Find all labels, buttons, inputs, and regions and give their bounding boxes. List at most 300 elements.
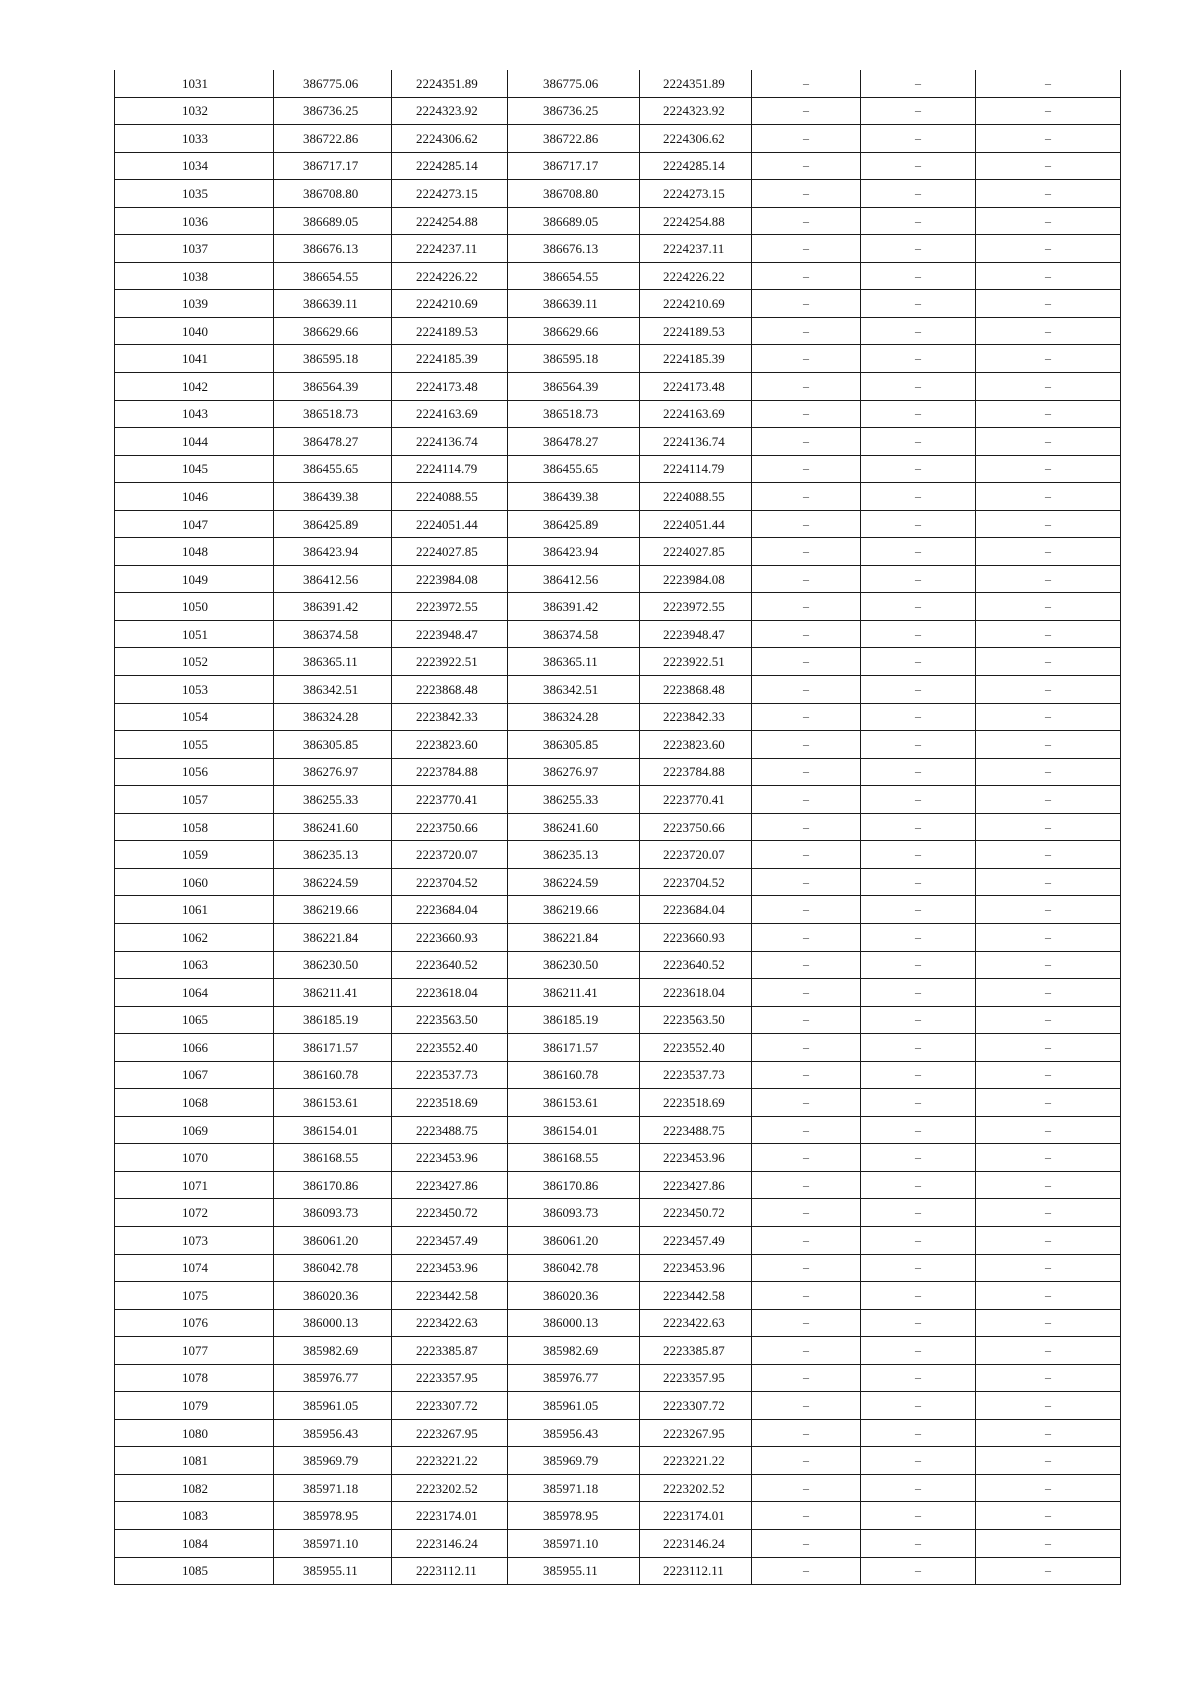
point-id-cell: 1084 <box>115 1529 274 1557</box>
x-coordinate-cell: 385971.10 <box>274 1529 392 1557</box>
empty-value-cell: – <box>752 896 861 924</box>
empty-value-cell: – <box>752 400 861 428</box>
empty-value-cell: – <box>976 1089 1121 1117</box>
x-coordinate-repeat-cell: 386093.73 <box>508 1199 640 1227</box>
point-id-cell: 1076 <box>115 1309 274 1337</box>
x-coordinate-cell: 386365.11 <box>274 648 392 676</box>
x-coordinate-cell: 386478.27 <box>274 428 392 456</box>
table-row <box>115 676 1121 704</box>
point-id-cell: 1037 <box>115 235 274 263</box>
x-coordinate-repeat-cell: 386221.84 <box>508 923 640 951</box>
y-coordinate-repeat-cell: 2223972.55 <box>640 593 752 621</box>
x-coordinate-repeat-cell: 386153.61 <box>508 1089 640 1117</box>
empty-value-cell: – <box>976 731 1121 759</box>
empty-value-cell: – <box>976 703 1121 731</box>
y-coordinate-cell: 2224027.85 <box>392 538 508 566</box>
point-id-cell: 1053 <box>115 676 274 704</box>
empty-value-cell: – <box>752 620 861 648</box>
point-id-cell: 1043 <box>115 400 274 428</box>
y-coordinate-repeat-cell: 2223984.08 <box>640 565 752 593</box>
x-coordinate-repeat-cell: 386639.11 <box>508 290 640 318</box>
empty-value-cell: – <box>861 1529 976 1557</box>
y-coordinate-repeat-cell: 2224351.89 <box>640 70 752 97</box>
y-coordinate-repeat-cell: 2224136.74 <box>640 428 752 456</box>
y-coordinate-repeat-cell: 2224285.14 <box>640 152 752 180</box>
empty-value-cell: – <box>976 1034 1121 1062</box>
x-coordinate-cell: 386342.51 <box>274 676 392 704</box>
table-row <box>115 1144 1121 1172</box>
y-coordinate-cell: 2224051.44 <box>392 510 508 538</box>
empty-value-cell: – <box>752 1254 861 1282</box>
point-id-cell: 1080 <box>115 1419 274 1447</box>
point-id-cell: 1066 <box>115 1034 274 1062</box>
y-coordinate-cell: 2223972.55 <box>392 593 508 621</box>
table-row <box>115 1089 1121 1117</box>
table-row <box>115 1529 1121 1557</box>
x-coordinate-cell: 386276.97 <box>274 758 392 786</box>
empty-value-cell: – <box>976 1199 1121 1227</box>
empty-value-cell: – <box>861 152 976 180</box>
x-coordinate-repeat-cell: 386689.05 <box>508 207 640 235</box>
x-coordinate-cell: 386775.06 <box>274 70 392 97</box>
y-coordinate-repeat-cell: 2223720.07 <box>640 841 752 869</box>
x-coordinate-cell: 386423.94 <box>274 538 392 566</box>
table-row <box>115 731 1121 759</box>
y-coordinate-cell: 2224306.62 <box>392 125 508 153</box>
empty-value-cell: – <box>976 538 1121 566</box>
x-coordinate-cell: 386020.36 <box>274 1282 392 1310</box>
x-coordinate-cell: 386000.13 <box>274 1309 392 1337</box>
y-coordinate-cell: 2224210.69 <box>392 290 508 318</box>
x-coordinate-cell: 386224.59 <box>274 868 392 896</box>
empty-value-cell: – <box>861 510 976 538</box>
empty-value-cell: – <box>861 262 976 290</box>
empty-value-cell: – <box>752 1337 861 1365</box>
empty-value-cell: – <box>752 1447 861 1475</box>
table-row <box>115 428 1121 456</box>
empty-value-cell: – <box>752 648 861 676</box>
x-coordinate-cell: 386185.19 <box>274 1006 392 1034</box>
empty-value-cell: – <box>861 813 976 841</box>
empty-value-cell: – <box>752 758 861 786</box>
x-coordinate-repeat-cell: 386235.13 <box>508 841 640 869</box>
empty-value-cell: – <box>976 1529 1121 1557</box>
y-coordinate-repeat-cell: 2224088.55 <box>640 483 752 511</box>
y-coordinate-repeat-cell: 2224273.15 <box>640 180 752 208</box>
point-id-cell: 1085 <box>115 1557 274 1585</box>
point-id-cell: 1062 <box>115 923 274 951</box>
empty-value-cell: – <box>752 1282 861 1310</box>
empty-value-cell: – <box>861 235 976 263</box>
point-id-cell: 1083 <box>115 1502 274 1530</box>
empty-value-cell: – <box>752 565 861 593</box>
empty-value-cell: – <box>861 703 976 731</box>
empty-value-cell: – <box>752 180 861 208</box>
point-id-cell: 1036 <box>115 207 274 235</box>
empty-value-cell: – <box>861 373 976 401</box>
y-coordinate-repeat-cell: 2223640.52 <box>640 951 752 979</box>
x-coordinate-repeat-cell: 386324.28 <box>508 703 640 731</box>
point-id-cell: 1057 <box>115 786 274 814</box>
empty-value-cell: – <box>976 428 1121 456</box>
empty-value-cell: – <box>976 1419 1121 1447</box>
empty-value-cell: – <box>976 207 1121 235</box>
empty-value-cell: – <box>861 1006 976 1034</box>
x-coordinate-cell: 386255.33 <box>274 786 392 814</box>
empty-value-cell: – <box>752 1144 861 1172</box>
empty-value-cell: – <box>861 1447 976 1475</box>
y-coordinate-cell: 2223984.08 <box>392 565 508 593</box>
point-id-cell: 1056 <box>115 758 274 786</box>
empty-value-cell: – <box>861 125 976 153</box>
point-id-cell: 1047 <box>115 510 274 538</box>
x-coordinate-cell: 386374.58 <box>274 620 392 648</box>
empty-value-cell: – <box>861 1474 976 1502</box>
y-coordinate-cell: 2224114.79 <box>392 455 508 483</box>
table-row <box>115 565 1121 593</box>
point-id-cell: 1031 <box>115 70 274 97</box>
empty-value-cell: – <box>861 1226 976 1254</box>
empty-value-cell: – <box>861 868 976 896</box>
y-coordinate-repeat-cell: 2223357.95 <box>640 1364 752 1392</box>
empty-value-cell: – <box>752 1116 861 1144</box>
empty-value-cell: – <box>976 648 1121 676</box>
point-id-cell: 1051 <box>115 620 274 648</box>
empty-value-cell: – <box>861 1171 976 1199</box>
table-row <box>115 180 1121 208</box>
table-row <box>115 1171 1121 1199</box>
x-coordinate-cell: 386717.17 <box>274 152 392 180</box>
table-row <box>115 1392 1121 1420</box>
table-row <box>115 841 1121 869</box>
table-row <box>115 1474 1121 1502</box>
empty-value-cell: – <box>976 841 1121 869</box>
y-coordinate-repeat-cell: 2224226.22 <box>640 262 752 290</box>
y-coordinate-cell: 2223684.04 <box>392 896 508 924</box>
empty-value-cell: – <box>861 207 976 235</box>
x-coordinate-cell: 386305.85 <box>274 731 392 759</box>
y-coordinate-repeat-cell: 2224237.11 <box>640 235 752 263</box>
table-row <box>115 703 1121 731</box>
y-coordinate-repeat-cell: 2223457.49 <box>640 1226 752 1254</box>
y-coordinate-cell: 2223174.01 <box>392 1502 508 1530</box>
empty-value-cell: – <box>752 1364 861 1392</box>
x-coordinate-repeat-cell: 385971.18 <box>508 1474 640 1502</box>
y-coordinate-repeat-cell: 2223948.47 <box>640 620 752 648</box>
point-id-cell: 1074 <box>115 1254 274 1282</box>
x-coordinate-repeat-cell: 386654.55 <box>508 262 640 290</box>
table-row <box>115 1034 1121 1062</box>
y-coordinate-cell: 2224254.88 <box>392 207 508 235</box>
table-row <box>115 1116 1121 1144</box>
empty-value-cell: – <box>976 676 1121 704</box>
empty-value-cell: – <box>976 1006 1121 1034</box>
x-coordinate-cell: 386221.84 <box>274 923 392 951</box>
point-id-cell: 1033 <box>115 125 274 153</box>
point-id-cell: 1069 <box>115 1116 274 1144</box>
point-id-cell: 1078 <box>115 1364 274 1392</box>
empty-value-cell: – <box>976 97 1121 125</box>
y-coordinate-repeat-cell: 2223660.93 <box>640 923 752 951</box>
y-coordinate-cell: 2223720.07 <box>392 841 508 869</box>
empty-value-cell: – <box>861 1144 976 1172</box>
x-coordinate-cell: 386722.86 <box>274 125 392 153</box>
y-coordinate-repeat-cell: 2224027.85 <box>640 538 752 566</box>
x-coordinate-repeat-cell: 386775.06 <box>508 70 640 97</box>
empty-value-cell: – <box>861 593 976 621</box>
y-coordinate-cell: 2223948.47 <box>392 620 508 648</box>
x-coordinate-repeat-cell: 386042.78 <box>508 1254 640 1282</box>
empty-value-cell: – <box>861 1337 976 1365</box>
y-coordinate-repeat-cell: 2223442.58 <box>640 1282 752 1310</box>
x-coordinate-cell: 386241.60 <box>274 813 392 841</box>
empty-value-cell: – <box>752 510 861 538</box>
y-coordinate-cell: 2223640.52 <box>392 951 508 979</box>
table-row <box>115 1557 1121 1585</box>
empty-value-cell: – <box>976 1557 1121 1585</box>
x-coordinate-cell: 386564.39 <box>274 373 392 401</box>
empty-value-cell: – <box>976 868 1121 896</box>
table-row <box>115 70 1121 97</box>
x-coordinate-cell: 386211.41 <box>274 979 392 1007</box>
y-coordinate-repeat-cell: 2223868.48 <box>640 676 752 704</box>
x-coordinate-cell: 386153.61 <box>274 1089 392 1117</box>
coordinate-table <box>114 70 1121 1585</box>
x-coordinate-repeat-cell: 386211.41 <box>508 979 640 1007</box>
empty-value-cell: – <box>976 1226 1121 1254</box>
empty-value-cell: – <box>976 1337 1121 1365</box>
empty-value-cell: – <box>752 373 861 401</box>
empty-value-cell: – <box>861 979 976 1007</box>
point-id-cell: 1059 <box>115 841 274 869</box>
y-coordinate-repeat-cell: 2223307.72 <box>640 1392 752 1420</box>
y-coordinate-cell: 2223146.24 <box>392 1529 508 1557</box>
y-coordinate-repeat-cell: 2223202.52 <box>640 1474 752 1502</box>
point-id-cell: 1072 <box>115 1199 274 1227</box>
y-coordinate-cell: 2224088.55 <box>392 483 508 511</box>
table-row <box>115 951 1121 979</box>
y-coordinate-repeat-cell: 2224163.69 <box>640 400 752 428</box>
y-coordinate-cell: 2223442.58 <box>392 1282 508 1310</box>
x-coordinate-repeat-cell: 386708.80 <box>508 180 640 208</box>
table-row <box>115 455 1121 483</box>
empty-value-cell: – <box>752 262 861 290</box>
empty-value-cell: – <box>861 1502 976 1530</box>
y-coordinate-cell: 2223842.33 <box>392 703 508 731</box>
y-coordinate-cell: 2223868.48 <box>392 676 508 704</box>
x-coordinate-cell: 386629.66 <box>274 317 392 345</box>
x-coordinate-cell: 385978.95 <box>274 1502 392 1530</box>
empty-value-cell: – <box>752 1061 861 1089</box>
empty-value-cell: – <box>976 923 1121 951</box>
empty-value-cell: – <box>861 290 976 318</box>
x-coordinate-cell: 386042.78 <box>274 1254 392 1282</box>
empty-value-cell: – <box>976 262 1121 290</box>
x-coordinate-repeat-cell: 385969.79 <box>508 1447 640 1475</box>
x-coordinate-repeat-cell: 385976.77 <box>508 1364 640 1392</box>
x-coordinate-repeat-cell: 386224.59 <box>508 868 640 896</box>
x-coordinate-repeat-cell: 386241.60 <box>508 813 640 841</box>
y-coordinate-repeat-cell: 2223684.04 <box>640 896 752 924</box>
x-coordinate-cell: 386595.18 <box>274 345 392 373</box>
empty-value-cell: – <box>976 1309 1121 1337</box>
table-row <box>115 125 1121 153</box>
y-coordinate-cell: 2223784.88 <box>392 758 508 786</box>
point-id-cell: 1044 <box>115 428 274 456</box>
empty-value-cell: – <box>752 345 861 373</box>
table-row <box>115 400 1121 428</box>
x-coordinate-cell: 385971.18 <box>274 1474 392 1502</box>
y-coordinate-cell: 2224226.22 <box>392 262 508 290</box>
x-coordinate-cell: 386168.55 <box>274 1144 392 1172</box>
point-id-cell: 1048 <box>115 538 274 566</box>
empty-value-cell: – <box>752 1529 861 1557</box>
x-coordinate-repeat-cell: 386412.56 <box>508 565 640 593</box>
x-coordinate-repeat-cell: 386061.20 <box>508 1226 640 1254</box>
empty-value-cell: – <box>861 841 976 869</box>
empty-value-cell: – <box>752 676 861 704</box>
table-row <box>115 538 1121 566</box>
empty-value-cell: – <box>976 593 1121 621</box>
y-coordinate-cell: 2223618.04 <box>392 979 508 1007</box>
table-row <box>115 758 1121 786</box>
empty-value-cell: – <box>976 1282 1121 1310</box>
empty-value-cell: – <box>861 455 976 483</box>
empty-value-cell: – <box>752 951 861 979</box>
empty-value-cell: – <box>861 1392 976 1420</box>
y-coordinate-cell: 2223450.72 <box>392 1199 508 1227</box>
table-row <box>115 317 1121 345</box>
empty-value-cell: – <box>976 620 1121 648</box>
empty-value-cell: – <box>976 235 1121 263</box>
y-coordinate-cell: 2224173.48 <box>392 373 508 401</box>
empty-value-cell: – <box>752 813 861 841</box>
table-row <box>115 923 1121 951</box>
empty-value-cell: – <box>752 731 861 759</box>
empty-value-cell: – <box>861 97 976 125</box>
point-id-cell: 1032 <box>115 97 274 125</box>
y-coordinate-cell: 2224237.11 <box>392 235 508 263</box>
empty-value-cell: – <box>976 152 1121 180</box>
x-coordinate-cell: 386154.01 <box>274 1116 392 1144</box>
y-coordinate-repeat-cell: 2223488.75 <box>640 1116 752 1144</box>
empty-value-cell: – <box>976 373 1121 401</box>
empty-value-cell: – <box>752 70 861 97</box>
y-coordinate-cell: 2224185.39 <box>392 345 508 373</box>
empty-value-cell: – <box>976 317 1121 345</box>
x-coordinate-repeat-cell: 385978.95 <box>508 1502 640 1530</box>
empty-value-cell: – <box>752 1502 861 1530</box>
y-coordinate-cell: 2223537.73 <box>392 1061 508 1089</box>
y-coordinate-cell: 2223488.75 <box>392 1116 508 1144</box>
empty-value-cell: – <box>976 483 1121 511</box>
y-coordinate-cell: 2223202.52 <box>392 1474 508 1502</box>
point-id-cell: 1042 <box>115 373 274 401</box>
empty-value-cell: – <box>976 180 1121 208</box>
empty-value-cell: – <box>861 758 976 786</box>
empty-value-cell: – <box>976 1474 1121 1502</box>
y-coordinate-repeat-cell: 2223453.96 <box>640 1144 752 1172</box>
y-coordinate-cell: 2223660.93 <box>392 923 508 951</box>
table-row <box>115 1226 1121 1254</box>
y-coordinate-repeat-cell: 2224189.53 <box>640 317 752 345</box>
empty-value-cell: – <box>752 290 861 318</box>
table-row <box>115 813 1121 841</box>
y-coordinate-cell: 2224351.89 <box>392 70 508 97</box>
x-coordinate-repeat-cell: 386305.85 <box>508 731 640 759</box>
x-coordinate-cell: 385969.79 <box>274 1447 392 1475</box>
y-coordinate-repeat-cell: 2224173.48 <box>640 373 752 401</box>
table-row <box>115 648 1121 676</box>
point-id-cell: 1041 <box>115 345 274 373</box>
point-id-cell: 1052 <box>115 648 274 676</box>
empty-value-cell: – <box>976 1254 1121 1282</box>
empty-value-cell: – <box>976 758 1121 786</box>
point-id-cell: 1063 <box>115 951 274 979</box>
table-row <box>115 345 1121 373</box>
x-coordinate-repeat-cell: 386276.97 <box>508 758 640 786</box>
y-coordinate-repeat-cell: 2224306.62 <box>640 125 752 153</box>
y-coordinate-repeat-cell: 2223174.01 <box>640 1502 752 1530</box>
y-coordinate-cell: 2223221.22 <box>392 1447 508 1475</box>
empty-value-cell: – <box>861 70 976 97</box>
y-coordinate-cell: 2223704.52 <box>392 868 508 896</box>
empty-value-cell: – <box>861 731 976 759</box>
empty-value-cell: – <box>861 483 976 511</box>
y-coordinate-repeat-cell: 2223427.86 <box>640 1171 752 1199</box>
y-coordinate-cell: 2223770.41 <box>392 786 508 814</box>
empty-value-cell: – <box>752 1557 861 1585</box>
y-coordinate-repeat-cell: 2223563.50 <box>640 1006 752 1034</box>
y-coordinate-repeat-cell: 2223537.73 <box>640 1061 752 1089</box>
empty-value-cell: – <box>752 593 861 621</box>
x-coordinate-cell: 386160.78 <box>274 1061 392 1089</box>
point-id-cell: 1045 <box>115 455 274 483</box>
empty-value-cell: – <box>752 923 861 951</box>
x-coordinate-repeat-cell: 386518.73 <box>508 400 640 428</box>
empty-value-cell: – <box>752 235 861 263</box>
x-coordinate-repeat-cell: 385955.11 <box>508 1557 640 1585</box>
empty-value-cell: – <box>976 1392 1121 1420</box>
x-coordinate-repeat-cell: 386374.58 <box>508 620 640 648</box>
point-id-cell: 1038 <box>115 262 274 290</box>
point-id-cell: 1067 <box>115 1061 274 1089</box>
point-id-cell: 1050 <box>115 593 274 621</box>
empty-value-cell: – <box>752 483 861 511</box>
empty-value-cell: – <box>752 1199 861 1227</box>
x-coordinate-repeat-cell: 386629.66 <box>508 317 640 345</box>
y-coordinate-repeat-cell: 2224185.39 <box>640 345 752 373</box>
point-id-cell: 1073 <box>115 1226 274 1254</box>
table-row <box>115 1364 1121 1392</box>
empty-value-cell: – <box>861 620 976 648</box>
y-coordinate-cell: 2223267.95 <box>392 1419 508 1447</box>
empty-value-cell: – <box>976 400 1121 428</box>
y-coordinate-repeat-cell: 2223450.72 <box>640 1199 752 1227</box>
y-coordinate-cell: 2223307.72 <box>392 1392 508 1420</box>
empty-value-cell: – <box>976 1061 1121 1089</box>
empty-value-cell: – <box>861 1199 976 1227</box>
empty-value-cell: – <box>976 70 1121 97</box>
x-coordinate-repeat-cell: 385982.69 <box>508 1337 640 1365</box>
point-id-cell: 1070 <box>115 1144 274 1172</box>
point-id-cell: 1046 <box>115 483 274 511</box>
point-id-cell: 1068 <box>115 1089 274 1117</box>
x-coordinate-cell: 386093.73 <box>274 1199 392 1227</box>
empty-value-cell: – <box>861 180 976 208</box>
empty-value-cell: – <box>752 1309 861 1337</box>
empty-value-cell: – <box>976 951 1121 979</box>
